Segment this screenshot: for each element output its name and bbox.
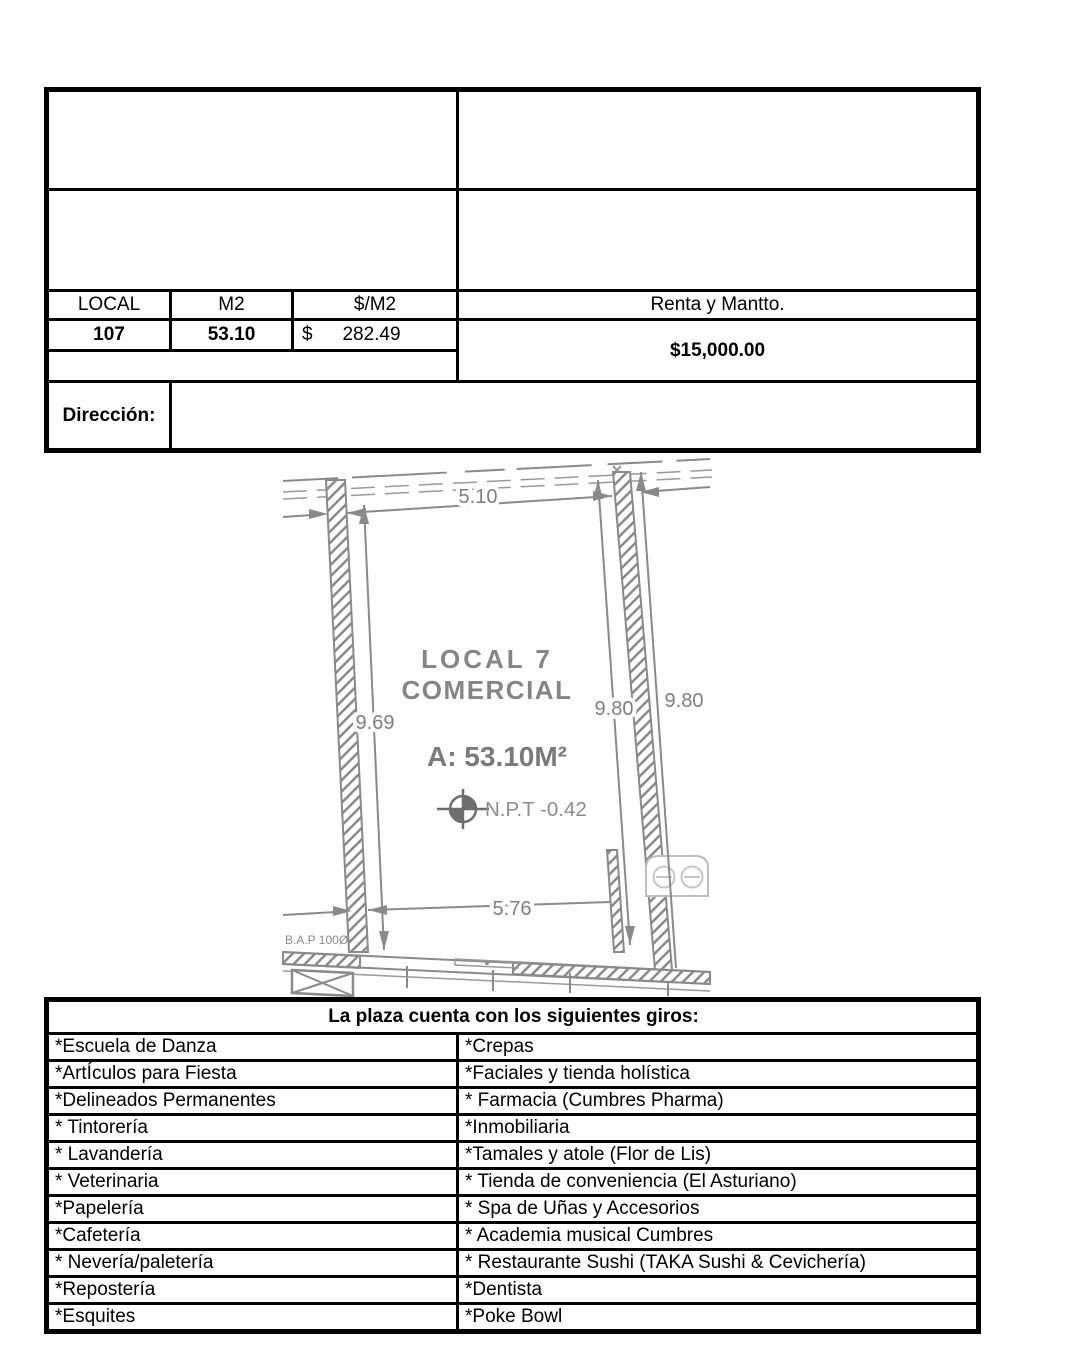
floor-plan-drawing [255, 438, 735, 1004]
giro-item: *Tamales y atole (Flor de Lis) [458, 1142, 979, 1169]
header-local: LOCAL [47, 291, 171, 320]
giro-item: *Poke Bowl [458, 1304, 979, 1332]
giro-item: *Dentista [458, 1277, 979, 1304]
header-rent: Renta y Mantto. [458, 291, 979, 320]
giro-item: * Academia musical Cumbres [458, 1223, 979, 1250]
giro-item: * Spa de Uñas y Accesorios [458, 1196, 979, 1223]
empty-cell-top-right [458, 90, 979, 190]
plan-area-label: A: 53.10M² [426, 741, 568, 772]
header-price-per-m2: $/M2 [293, 291, 458, 320]
value-m2: 53.10 [171, 320, 293, 351]
empty-cell-mid-right [458, 190, 979, 291]
value-local: 107 [47, 320, 171, 351]
giro-item: *Esquites [47, 1304, 458, 1332]
giro-item: *Cafetería [47, 1223, 458, 1250]
dim-bottom-label: 5.76 [492, 898, 532, 920]
spacer-cell [47, 351, 458, 382]
giro-item: *Papelería [47, 1196, 458, 1223]
giros-table [44, 997, 981, 1334]
giro-item: * Restaurante Sushi (TAKA Sushi & Cevichería) [458, 1250, 979, 1277]
giros-title: La plaza cuenta con los siguientes giros: [47, 1000, 979, 1034]
plan-title: LOCAL 7 [421, 644, 553, 674]
giro-item: * Tienda de conveniencia (El Asturiano) [458, 1169, 979, 1196]
level-marker-icon [437, 789, 489, 829]
giro-item: *Crepas [458, 1034, 979, 1061]
currency-symbol: $ [302, 324, 313, 345]
giro-item: * Veterinaria [47, 1169, 458, 1196]
header-m2: M2 [171, 291, 293, 320]
plan-bap-label: B.A.P 100Ø [285, 933, 349, 947]
value-rent: $15,000.00 [458, 320, 979, 382]
value-price-per-m2 [293, 320, 458, 351]
giro-item: *ArtÍculos para Fiesta [47, 1061, 458, 1088]
giro-item: * Lavandería [47, 1142, 458, 1169]
giro-item: *Delineados Permanentes [47, 1088, 458, 1115]
dim-left-label: 9.69 [355, 712, 395, 734]
giro-item: *Inmobiliaria [458, 1115, 979, 1142]
empty-cell-top-left [47, 90, 458, 190]
giro-item: *Repostería [47, 1277, 458, 1304]
giro-item: *Faciales y tienda holística [458, 1061, 979, 1088]
dim-top-label: 5.10 [458, 486, 498, 508]
plan-subtitle: COMERCIAL [401, 675, 573, 705]
plan-door-fixture [646, 856, 708, 896]
plan-door-post [607, 850, 624, 952]
giro-item: *Escuela de Danza [47, 1034, 458, 1061]
dim-right-inner-label: 9.80 [594, 698, 634, 720]
giro-item: * Tintorería [47, 1115, 458, 1142]
plan-npt-label: N.P.T -0.42 [485, 798, 587, 821]
direccion-label: Dirección: [47, 382, 171, 451]
empty-cell-mid-left [47, 190, 458, 291]
price-value: 282.49 [342, 324, 401, 345]
giro-item: * Farmacia (Cumbres Pharma) [458, 1088, 979, 1115]
plan-bottom-wall [283, 952, 710, 996]
info-table [44, 87, 981, 453]
dim-right-outer-label: 9.80 [664, 690, 704, 712]
giro-item: * Nevería/paletería [47, 1250, 458, 1277]
